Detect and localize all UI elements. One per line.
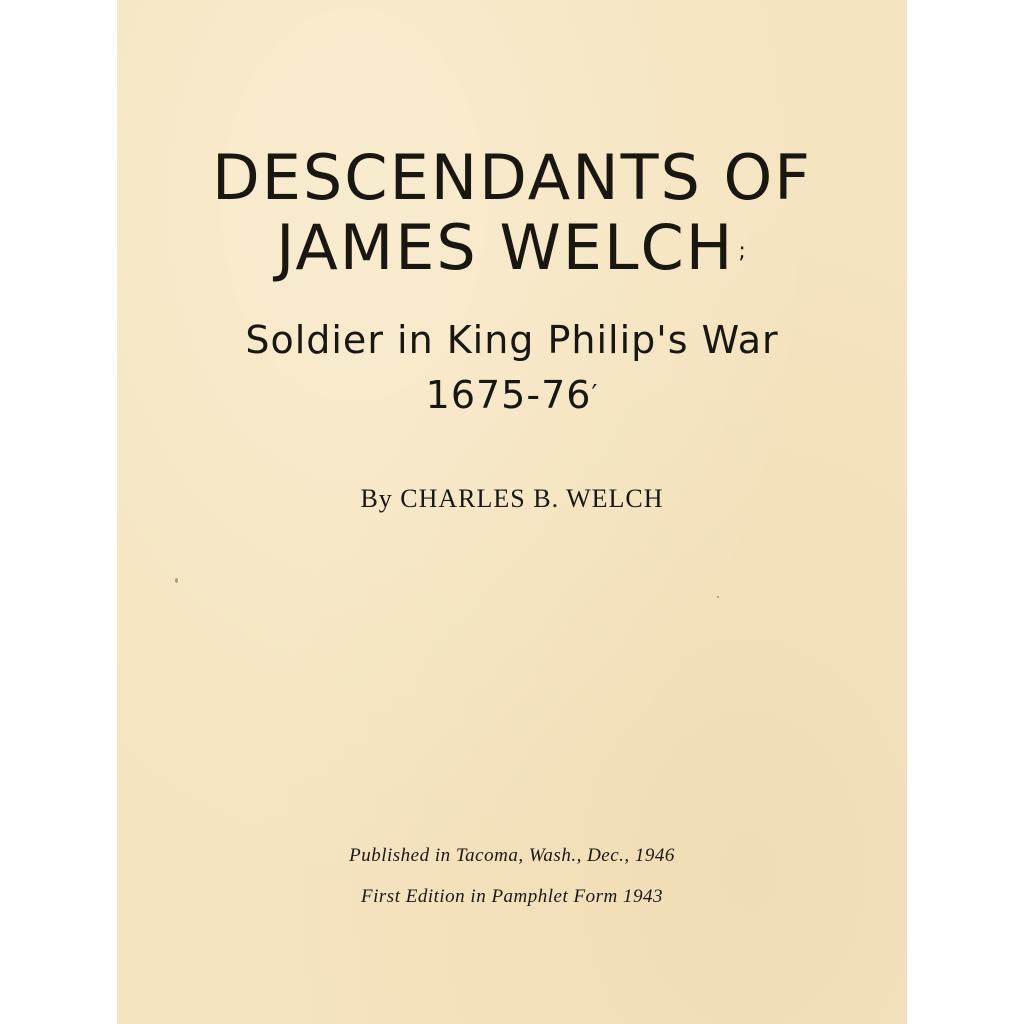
paper-speck <box>717 596 719 598</box>
subtitle-line-2-text: 1675-76 <box>425 373 592 417</box>
author-byline: By CHARLES B. WELCH <box>360 484 664 513</box>
subtitle-line-1: Soldier in King Philip's War <box>245 318 779 362</box>
paper-speck <box>175 578 178 583</box>
title-line-1: DESCENDANTS OF <box>212 141 812 214</box>
title-line-2 <box>117 210 907 290</box>
title-page <box>117 0 907 1024</box>
first-edition-info: First Edition in Pamphlet Form 1943 <box>361 886 663 907</box>
publication-info: Published in Tacoma, Wash., Dec., 1946 <box>349 845 675 866</box>
subtitle-line-2-mark: ′ <box>591 380 599 410</box>
subtitle-line-2 <box>117 370 907 420</box>
title-line-2-mark: ; <box>738 238 748 264</box>
title-line-2-text: JAMES WELCH <box>276 211 735 284</box>
